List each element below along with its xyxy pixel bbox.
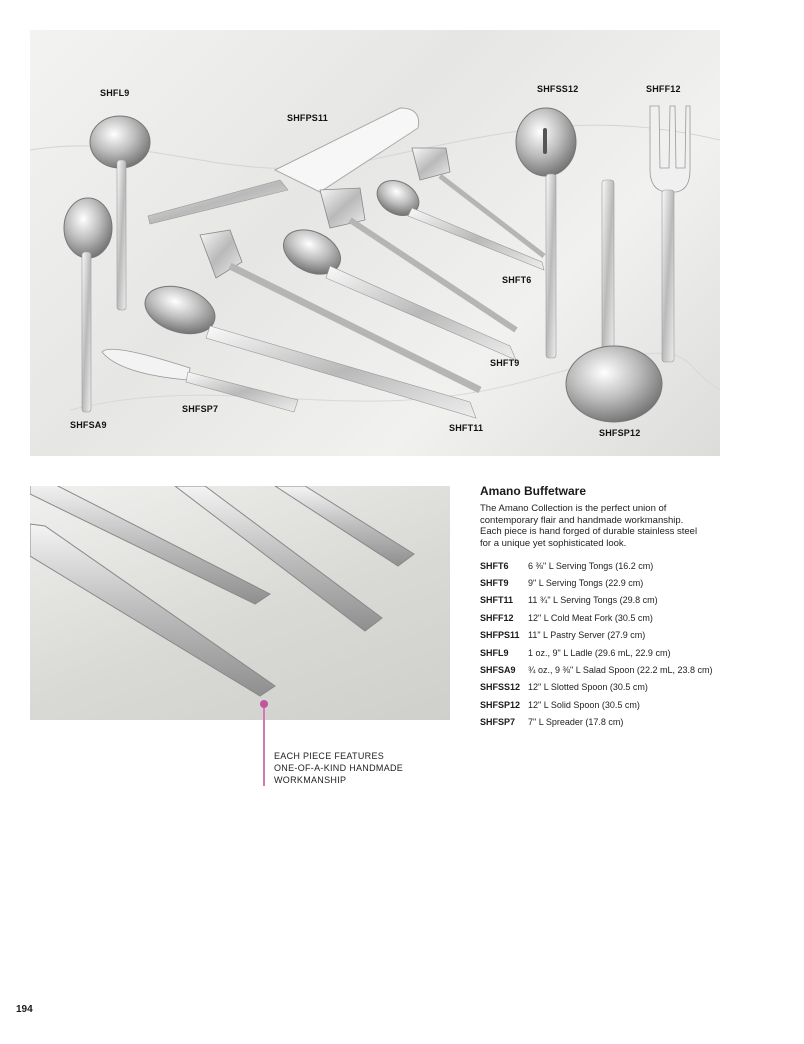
label-shfps11: SHFPS11 xyxy=(287,113,328,123)
spec-desc: 11 ¾" L Serving Tongs (29.8 cm) xyxy=(528,595,658,606)
description-line: Each piece is hand forged of durable stainless steel xyxy=(480,526,698,537)
spec-code: SHFT9 xyxy=(480,578,509,589)
callout-line xyxy=(263,703,265,786)
spec-desc: 11" L Pastry Server (27.9 cm) xyxy=(528,630,646,641)
slotted-spoon-shfss12 xyxy=(516,108,576,358)
spec-code: SHFL9 xyxy=(480,647,509,658)
callout-line-2: ONE-OF-A-KIND HANDMADE xyxy=(274,763,404,773)
product-info xyxy=(480,484,780,731)
description-line: contemporary flair and handmade workmanship. xyxy=(480,514,684,526)
utensils-illustration xyxy=(30,30,720,456)
spreader-shfsp7 xyxy=(102,349,298,412)
callout-marker xyxy=(260,700,268,708)
spec-desc: 1 oz., 9" L Ladle (29.6 mL, 22.9 cm) xyxy=(528,647,671,658)
spec-desc: 12" L Slotted Spoon (30.5 cm) xyxy=(528,682,648,693)
callout-line-3: WORKMANSHIP xyxy=(274,775,347,785)
label-shfss12: SHFSS12 xyxy=(537,84,579,94)
spec-row xyxy=(480,714,780,731)
spec-code: SHFSP7 xyxy=(480,717,516,728)
handle-detail-photo xyxy=(30,486,450,720)
handles-closeup-illustration xyxy=(30,486,450,720)
spec-row xyxy=(480,609,780,626)
spec-desc: 9" L Serving Tongs (22.9 cm) xyxy=(528,578,644,589)
cold-meat-fork-shff12 xyxy=(650,106,690,362)
spec-row xyxy=(480,644,780,661)
page-number: 194 xyxy=(16,1004,33,1015)
spec-desc: 12" L Cold Meat Fork (30.5 cm) xyxy=(528,612,653,623)
hero-product-photo xyxy=(30,30,720,456)
pastry-server-shfps11 xyxy=(148,108,419,224)
callout-line-1: EACH PIECE FEATURES xyxy=(274,751,385,761)
spec-desc: ¾ oz., 9 ⅜" L Salad Spoon (22.2 mL, 23.8 cm) xyxy=(528,665,713,676)
label-shft11: SHFT11 xyxy=(449,423,484,433)
label-shfsa9: SHFSA9 xyxy=(70,420,107,430)
label-shft9: SHFT9 xyxy=(490,358,520,368)
spec-code: SHFT6 xyxy=(480,560,509,571)
salad-spoon-shfsa9 xyxy=(64,198,112,412)
label-shfl9: SHFL9 xyxy=(100,88,130,98)
spec-row xyxy=(480,696,780,713)
product-title: Amano Buffetware xyxy=(480,484,587,498)
spec-code: SHFSS12 xyxy=(480,682,521,693)
description-line: for a unique yet sophisticated look. xyxy=(480,537,627,549)
label-shft6: SHFT6 xyxy=(502,275,532,285)
spec-code: SHFT11 xyxy=(480,595,514,606)
spec-row xyxy=(480,557,780,574)
spec-row xyxy=(480,679,780,696)
spec-desc: 7" L Spreader (17.8 cm) xyxy=(528,717,624,728)
label-shff12: SHFF12 xyxy=(646,84,681,94)
handmade-callout xyxy=(274,750,424,786)
spec-row xyxy=(480,592,780,609)
spec-row xyxy=(480,574,780,591)
spec-desc: 6 ⅜" L Serving Tongs (16.2 cm) xyxy=(528,560,654,571)
spec-code: SHFSP12 xyxy=(480,699,521,710)
product-description xyxy=(480,503,780,549)
label-shfsp12: SHFSP12 xyxy=(599,428,641,438)
spec-list xyxy=(480,557,780,731)
solid-spoon-shfsp12 xyxy=(566,180,662,422)
spec-row xyxy=(480,661,780,678)
spec-code: SHFPS11 xyxy=(480,630,520,641)
spec-desc: 12" L Solid Spoon (30.5 cm) xyxy=(528,699,640,710)
spec-code: SHFSA9 xyxy=(480,665,516,676)
label-shfsp7: SHFSP7 xyxy=(182,404,219,414)
spec-row xyxy=(480,627,780,644)
description-line: The Amano Collection is the perfect union of xyxy=(480,503,667,514)
spec-code: SHFF12 xyxy=(480,612,514,623)
